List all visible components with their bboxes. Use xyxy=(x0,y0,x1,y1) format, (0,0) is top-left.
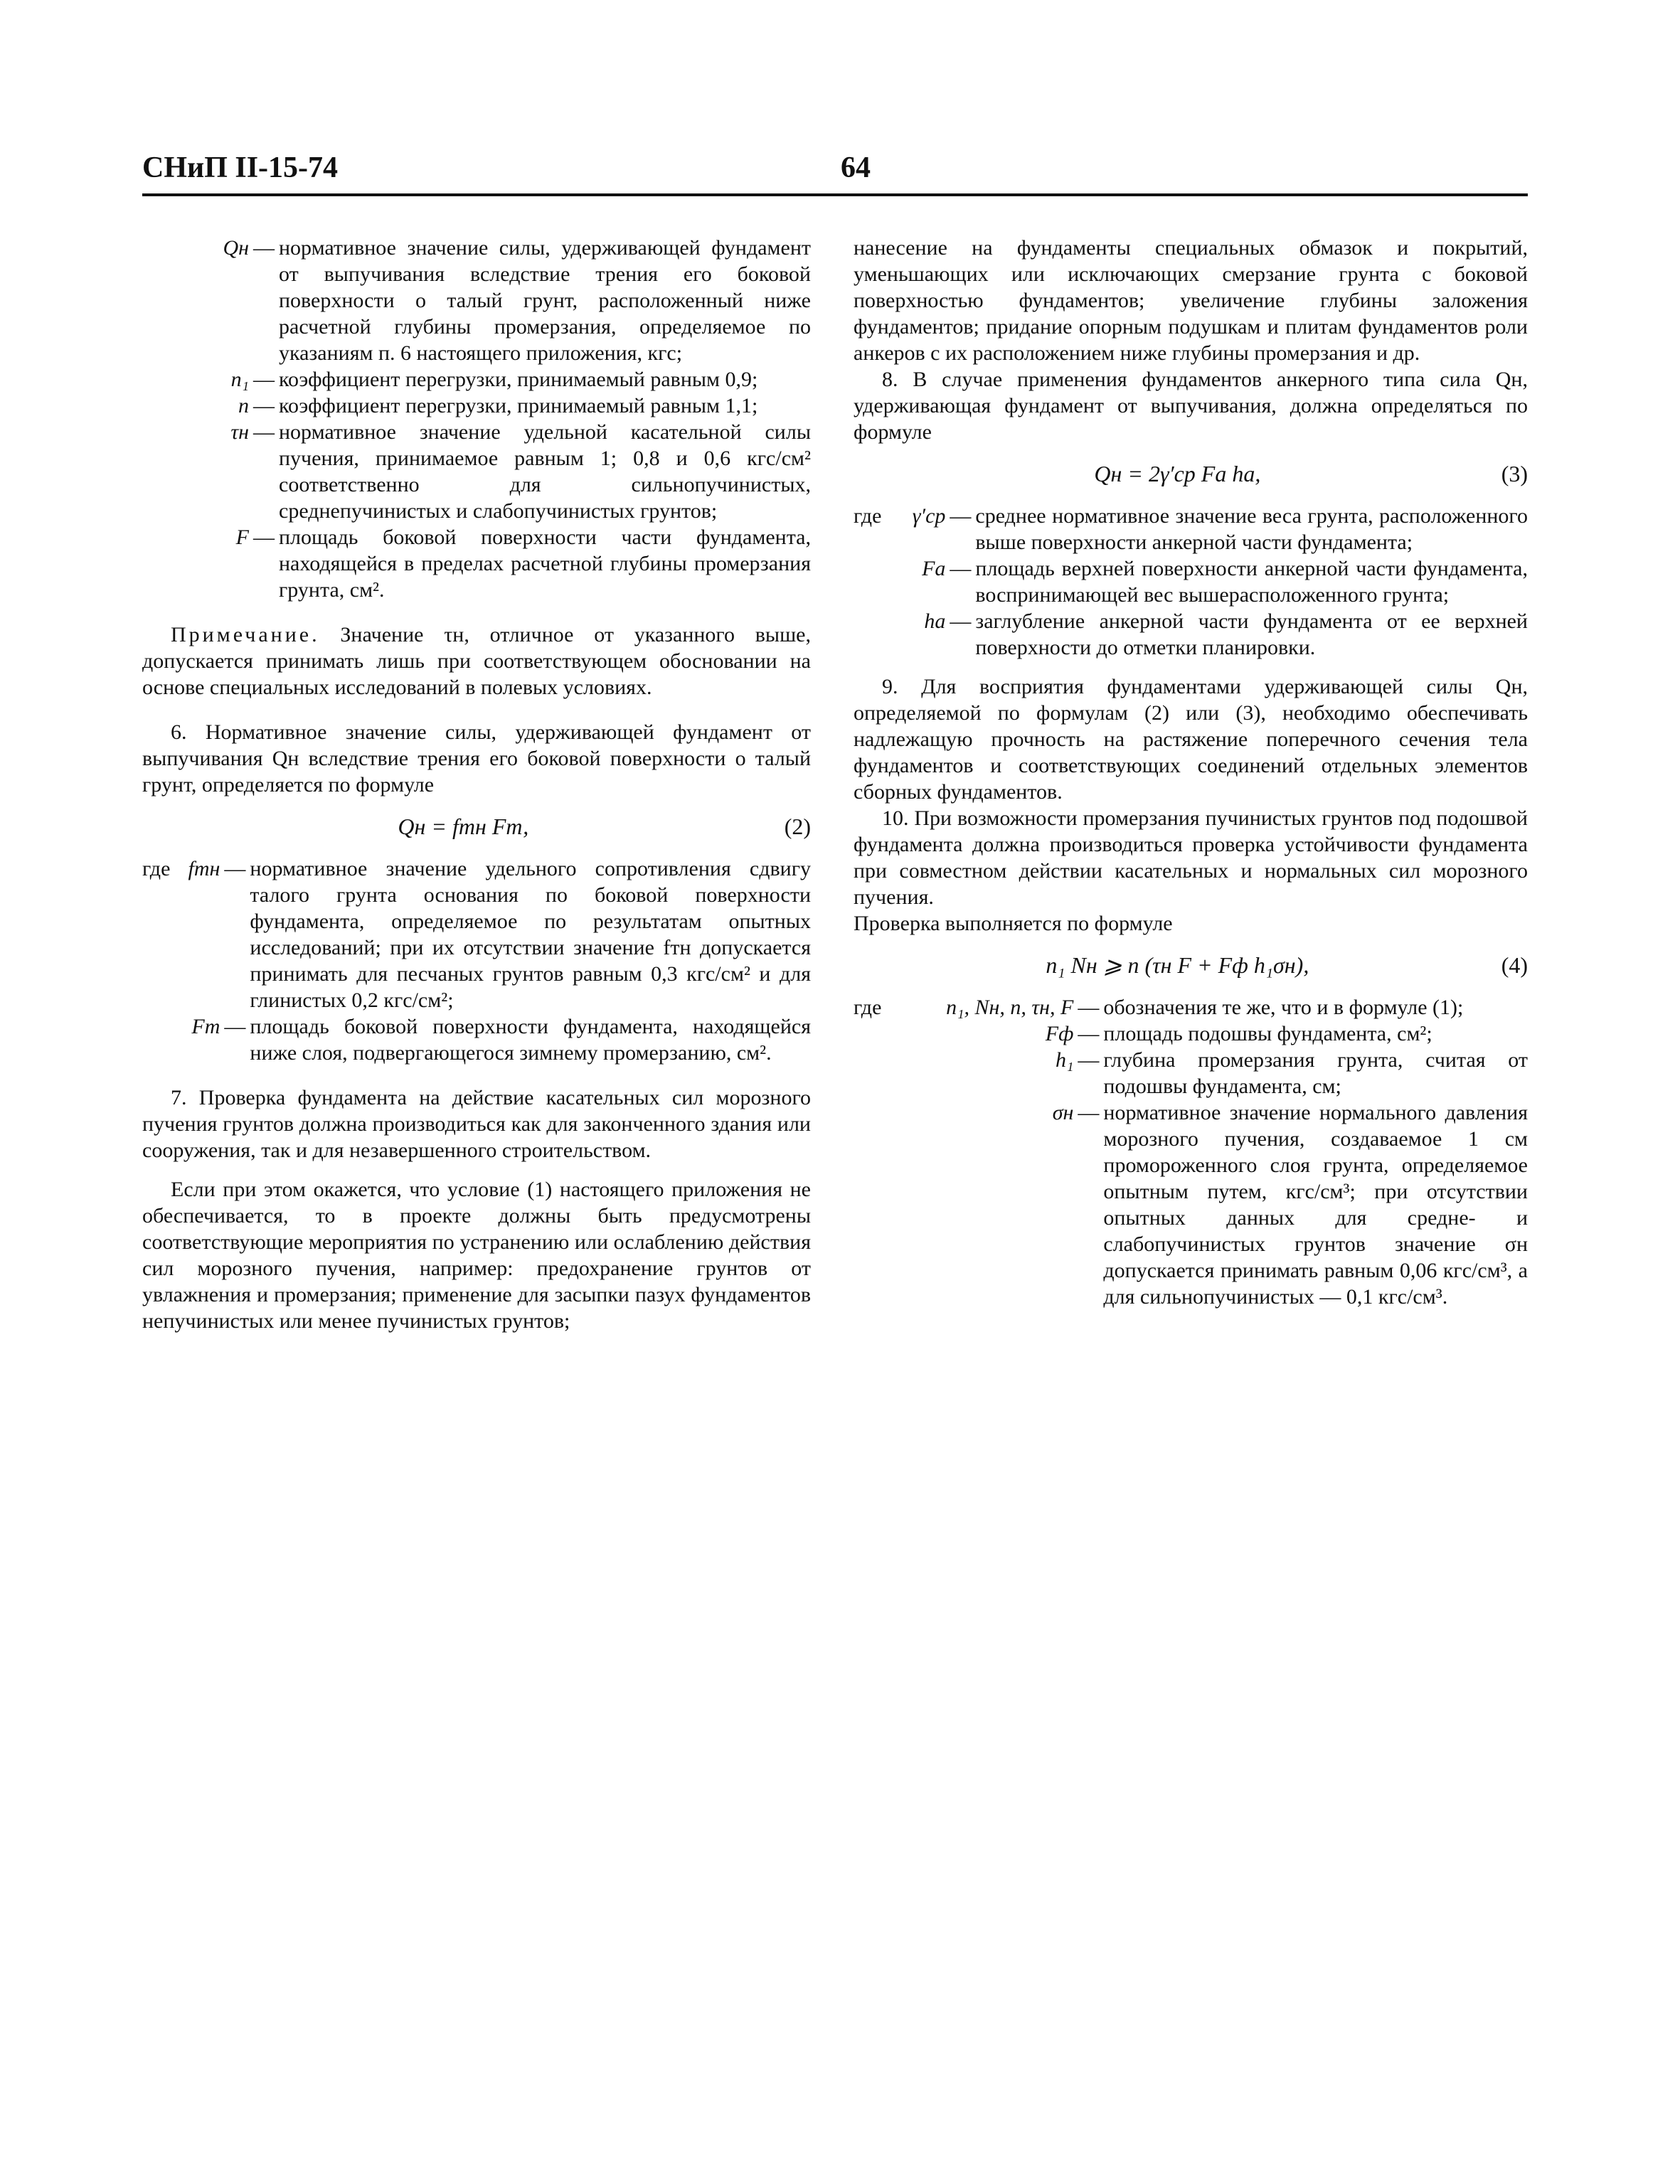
definition-row: h₁ — глубина промерзания грунта, считая от подошвы фундамента, см; xyxy=(888,1047,1528,1099)
formula-4-number: (4) xyxy=(1501,952,1528,978)
definition-row: Fф — площадь подошвы фундамента, см²; xyxy=(888,1021,1528,1047)
document-code: СНиП II-15-74 xyxy=(142,151,339,184)
paragraph-9: 9. Для восприятия фундаментами удерживающей силы Qн, определяемой по формулам (2) или (3), необходимо обеспечивать надлежащую прочность на растяжение поперечного сечения тела фундаментов и соответствующих соединений отдельных элементов сборных фундаментов. xyxy=(854,675,1528,804)
formula-3-number: (3) xyxy=(1501,461,1528,486)
definition-text: заглубление анкерной части фундамента от ее верхней поверхности до отметки планировки. xyxy=(975,609,1528,659)
definition-text: среднее нормативное значение веса грунта, расположенного выше поверхности анкерной части фундамента; xyxy=(975,504,1528,554)
definition-row: n₁, Nн, n, τн, F — обозначения те же, что и в формуле (1); xyxy=(888,994,1528,1021)
paragraph-continued: нанесение на фундаменты специальных обмазок и покрытий, уменьшающих или исключающих смерзание грунта с боковой поверхностью фундаментов; увеличение глубины заложения фундаментов; придание опорным подушкам и плитам фундаментов роли анкеров с их расположением ниже глубины промерзания и др. xyxy=(854,236,1528,365)
definitions-list-4 xyxy=(888,994,1528,1310)
page-number: 64 xyxy=(841,151,871,184)
right-column xyxy=(854,235,1528,1310)
formula-2-expression: Qн = fтн Fт, xyxy=(398,814,529,839)
definition-text: нормативное значение удельного сопротивления сдвигу талого грунта основания по боковой поверхности фундамента, определяемое по результатам опытных исследований; при их отсутствии значение fтн допускается принимать для песчаных грунтов равным 0,3 кгс/см² и для глинистых 0,2 кгс/см²; xyxy=(250,857,811,1012)
definition-row: σн — нормативное значение нормального давления морозного пучения, создаваемое 1 см промороженного слоя грунта, определяемое опытным путем, кгс/см³; при отсутствии опытных данных для средне- и слабопучинистых грунтов значение σн допускается принимать равным 0,06 кгс/см³, а для сильнопучинистых — 0,1 кгс/см³. xyxy=(888,1099,1528,1310)
definition-symbol: γ′ср xyxy=(912,504,946,528)
definition-row: γ′ср — среднее нормативное значение веса грунта, расположенного выше поверхности анкерной части фундамента; xyxy=(888,503,1528,555)
definition-symbol: Fа xyxy=(922,557,946,580)
definition-symbol: Fт xyxy=(191,1015,220,1038)
definition-symbol: fтн xyxy=(188,857,220,880)
definitions-list-2 xyxy=(177,856,811,1066)
definition-symbol: F xyxy=(235,526,249,549)
where-block-4 xyxy=(854,994,1528,1310)
note-text: Значение τн, отличное от указанного выше, допускается принимать лишь при соответствующем обосновании на основе специальных исследований в полевых условиях. xyxy=(142,623,812,699)
paragraph-8: 8. В случае применения фундаментов анкерного типа сила Qн, удерживающая фундамент от выпучивания, должна определяться по формуле xyxy=(854,368,1528,444)
paragraph-10: 10. При возможности промерзания пучинистых грунтов под подошвой фундамента должна производиться проверка устойчивости фундамента при совместном действии касательных и нормальных сил морозного пучения. xyxy=(854,806,1528,909)
definition-text: нормативное значение силы, удерживающей фундамент от выпучивания вследствие трения его боковой поверхности о талый грунт, расположенный ниже расчетной глубины промерзания, определяемое по указаниям п. 6 настоящего приложения, кгс; xyxy=(279,236,811,365)
definition-row: F — площадь боковой поверхности части фундамента, находящейся в пределах расчетной глубины промерзания грунта, см². xyxy=(142,524,811,603)
note-label: Примечание. xyxy=(171,623,320,646)
where-label: где xyxy=(854,996,882,1019)
definition-row: τн — нормативное значение удельной касательной силы пучения, принимаемое равным 1; 0,8 и 0,6 кгс/см² соответственно для сильнопучинистых, среднепучинистых и слабопучинистых грунтов; xyxy=(142,419,811,524)
definition-text: нормативное значение удельной касательной силы пучения, принимаемое равным 1; 0,8 и 0,6 кгс/см² соответственно для сильнопучинистых, среднепучинистых и слабопучинистых грунтов; xyxy=(279,420,811,523)
paragraph-6: 6. Нормативное значение силы, удерживающей фундамент от выпучивания Qн вследствие трения его боковой поверхности о талый грунт, определяется по формуле xyxy=(142,720,811,797)
definition-symbol: hа xyxy=(924,609,946,633)
definitions-list-3 xyxy=(888,503,1528,661)
definition-symbol: Qн xyxy=(223,236,249,260)
header-rule xyxy=(142,193,1528,196)
formula-4-expression: n₁ Nн ⩾ n (τн F + Fф h₁σн), xyxy=(1046,952,1309,978)
paragraph-10-continued: Проверка выполняется по формуле xyxy=(854,912,1173,935)
definition-text: площадь подошвы фундамента, см²; xyxy=(1103,1022,1432,1045)
definition-row: hа — заглубление анкерной части фундамента от ее верхней поверхности до отметки планировки. xyxy=(888,608,1528,661)
definition-symbol: n₁ xyxy=(230,368,249,391)
definition-symbol: σн xyxy=(1052,1101,1074,1124)
definition-text: обозначения те же, что и в формуле (1); xyxy=(1103,996,1464,1019)
definition-symbol: h₁ xyxy=(1055,1048,1074,1072)
definition-text: глубина промерзания грунта, считая от подошвы фундамента, см; xyxy=(1103,1048,1528,1098)
definitions-list-1 xyxy=(142,235,811,603)
definition-text: площадь верхней поверхности анкерной части фундамента, воспринимающей вес вышерасположенного грунта; xyxy=(975,557,1528,607)
paragraph-7: 7. Проверка фундамента на действие касательных сил морозного пучения грунтов должна производиться как для законченного здания или сооружения, так и для незавершенного строительством. xyxy=(142,1086,811,1162)
definition-symbol: τн xyxy=(230,420,249,444)
paragraph-7-continued: Если при этом окажется, что условие (1) настоящего приложения не обеспечивается, то в проекте должны быть предусмотрены соответствующие мероприятия по устранению или ослаблению действия сил морозного пучения, например: предохранение грунтов от увлажнения и промерзания; применение для засыпки пазух фундаментов непучинистых или менее пучинистых грунтов; xyxy=(142,1178,811,1333)
where-label: где xyxy=(854,504,882,528)
where-block-2 xyxy=(142,856,811,1066)
where-label: где xyxy=(142,857,171,880)
note-paragraph xyxy=(142,622,811,701)
definition-row: Fа — площадь верхней поверхности анкерной части фундамента, воспринимающей вес вышерасположенного грунта; xyxy=(888,555,1528,608)
formula-2-number: (2) xyxy=(784,814,811,839)
formula-3-expression: Qн = 2γ′ср Fа hа, xyxy=(1094,461,1261,486)
definition-text: коэффициент перегрузки, принимаемый равным 0,9; xyxy=(279,368,758,391)
definition-row: fтн — нормативное значение удельного сопротивления сдвигу талого грунта основания по боковой поверхности фундамента, определяемое по результатам опытных исследований; при их отсутствии значение fтн допускается принимать для песчаных грунтов равным 0,3 кгс/см² и для глинистых 0,2 кгс/см²; xyxy=(177,856,811,1013)
formula-2 xyxy=(142,814,811,840)
definition-row: Fт — площадь боковой поверхности фундамента, находящейся ниже слоя, подвергающегося зимнему промерзанию, см². xyxy=(177,1013,811,1066)
definition-text: площадь боковой поверхности части фундамента, находящейся в пределах расчетной глубины промерзания грунта, см². xyxy=(279,526,811,602)
where-block-3 xyxy=(854,503,1528,661)
definition-text: площадь боковой поверхности фундамента, находящейся ниже слоя, подвергающегося зимнему промерзанию, см². xyxy=(250,1015,811,1065)
definition-row: Qн — нормативное значение силы, удерживающей фундамент от выпучивания вследствие трения его боковой поверхности о талый грунт, расположенный ниже расчетной глубины промерзания, определяемое по указаниям п. 6 настоящего приложения, кгс; xyxy=(142,235,811,366)
definition-symbol: n₁, Nн, n, τн, F xyxy=(946,996,1074,1019)
definition-text: нормативное значение нормального давления морозного пучения, создаваемое 1 см промороженного слоя грунта, определяемое опытным путем, кгс/см³; при отсутствии опытных данных для средне- и слабопучинистых грунтов значение σн допускается принимать равным 0,06 кгс/см³, а для сильнопучинистых — 0,1 кгс/см³. xyxy=(1103,1101,1528,1309)
definition-symbol: Fф xyxy=(1045,1022,1074,1045)
definition-row: n — коэффициент перегрузки, принимаемый равным 1,1; xyxy=(142,393,811,419)
formula-3 xyxy=(854,461,1528,487)
definition-row: n₁ — коэффициент перегрузки, принимаемый равным 0,9; xyxy=(142,366,811,393)
definition-text: коэффициент перегрузки, принимаемый равным 1,1; xyxy=(279,394,758,417)
formula-4 xyxy=(854,952,1528,979)
definition-symbol: n xyxy=(238,394,249,417)
left-column xyxy=(142,235,811,1334)
